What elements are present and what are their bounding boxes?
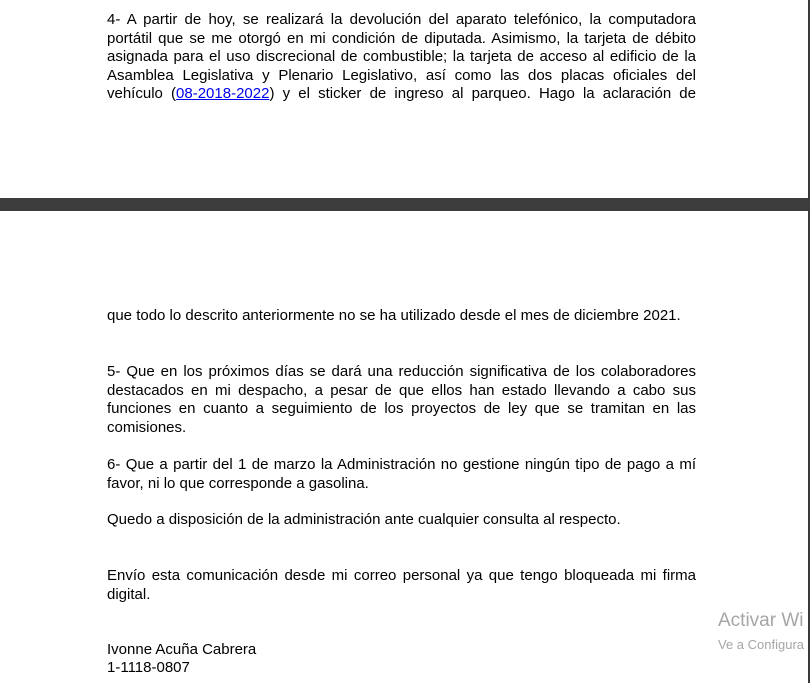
closing-paragraph: Quedo a disposición de la administración ante cualquier consulta al respecto. bbox=[107, 511, 621, 528]
signature-name: Ivonne Acuña Cabrera bbox=[107, 641, 257, 658]
page-separator bbox=[0, 198, 810, 211]
signature-id: 1-1118-0807 bbox=[107, 659, 190, 676]
paragraph-item-4-continued: que todo lo descrito anteriormente no se ha utilizado desde el mes de diciembre 2021. bbox=[107, 307, 681, 324]
document-page-1 bbox=[0, 0, 810, 198]
paragraph-text: ) y el sticker de ingreso al parqueo. Hago la aclaración de bbox=[269, 85, 696, 103]
vehicle-plate-link[interactable]: 08-2018-2022 bbox=[176, 85, 270, 103]
note-paragraph: Envío esta comunicación desde mi correo personal ya que tengo bloqueada mi firma digital. bbox=[107, 567, 696, 603]
paragraph-item-4 bbox=[107, 11, 696, 104]
paragraph-text: 4- A partir de hoy, se realizará la devolución del aparato telefónico, la computadora portátil que se me otorgó en mi condición de diputada. Asimismo, la tarjeta de débito asignada para el uso discrecional de combustible; la tarjeta de acceso al edificio de la Asamblea Legislativa y Plenario Legislativo, así como las dos placas oficiales del vehículo ( bbox=[107, 11, 696, 103]
activation-watermark-title: Activar Wi bbox=[718, 610, 804, 631]
paragraph-item-6: 6- Que a partir del 1 de marzo la Administración no gestione ningún tipo de pago a mí favor, ni lo que corresponde a gasolina. bbox=[107, 456, 696, 492]
activation-watermark-subtitle: Ve a Configura bbox=[718, 637, 805, 652]
document-page-2 bbox=[0, 211, 810, 683]
paragraph-item-5: 5- Que en los próximos días se dará una reducción significativa de los colaboradores destacados en mi despacho, a pesar de que ellos han estado llevando a cabo sus funciones en cuanto a seguimiento de los proyectos de ley que se tramitan en las comisiones. bbox=[107, 363, 696, 436]
